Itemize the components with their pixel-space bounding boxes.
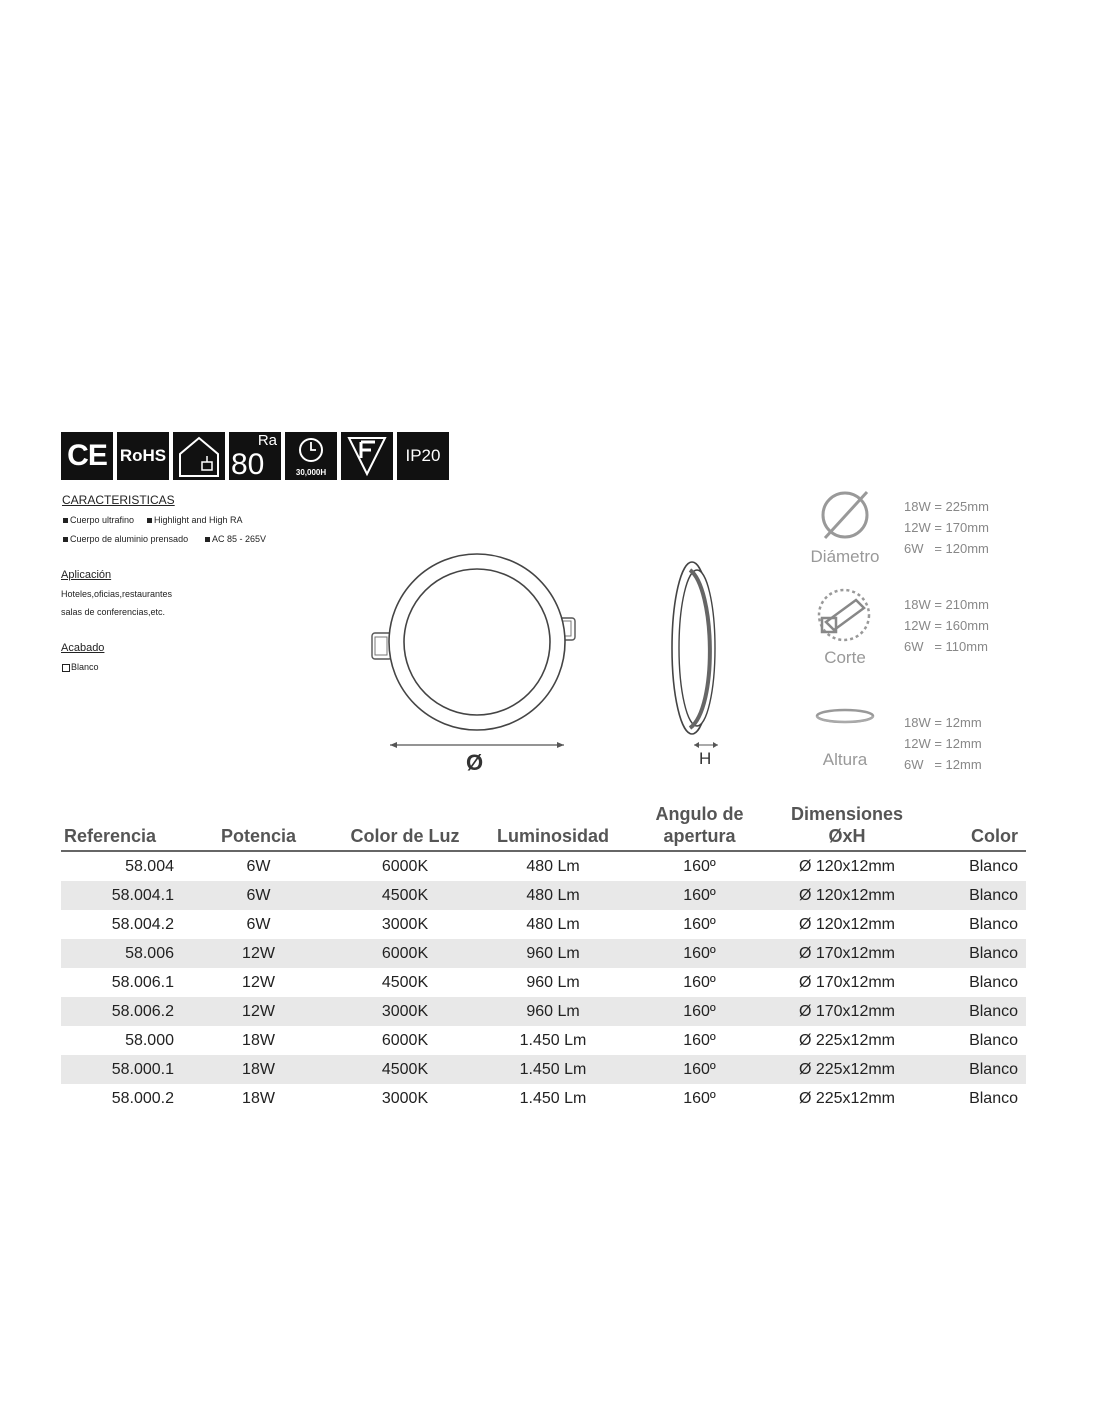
cell-angulo: 160º [683, 1031, 716, 1049]
product-spec-table [61, 803, 1026, 1113]
cell-color: Blanco [922, 997, 1026, 1026]
cell-potencia: 6W [186, 881, 331, 910]
spec-line: 6W = 120mm [904, 541, 989, 556]
cell-potencia: 18W [242, 1089, 275, 1107]
cell-angulo: 160º [683, 973, 716, 991]
table-header-row [61, 803, 1026, 851]
panel-side-view-drawing [660, 558, 730, 753]
cut-saw-icon [812, 586, 876, 644]
cell-dimensiones: Ø 170x12mm [772, 939, 922, 968]
cell-angulo: 160º [627, 881, 772, 910]
cell-color-luz: 6000K [381, 1031, 429, 1049]
diameter-icon [815, 488, 875, 543]
table-row [61, 939, 1026, 968]
ce-mark-icon [61, 432, 113, 480]
cell-color: Blanco [922, 939, 1026, 968]
certification-badges [61, 432, 449, 480]
feature-item [63, 515, 134, 525]
cell-referencia: 58.000 [125, 1031, 174, 1049]
acabado-value [62, 662, 99, 672]
feature-text: Cuerpo ultrafino [70, 515, 135, 525]
caracteristicas-title: CARACTERISTICAS [62, 493, 175, 507]
cell-dimensiones: Ø 225x12mm [798, 1089, 896, 1107]
cell-potencia: 12W [186, 939, 331, 968]
cri-label: Ra [257, 432, 277, 449]
feature-text: AC 85 - 265V [212, 534, 267, 544]
cell-luminosidad: 960 Lm [526, 973, 580, 991]
header-color-luz: Color de Luz [331, 803, 479, 851]
house-icon [173, 432, 225, 480]
table-row [61, 881, 1026, 910]
cell-angulo: 160º [683, 915, 716, 933]
cell-color-luz: 4500K [331, 881, 479, 910]
height-disc-icon [814, 708, 876, 726]
cell-angulo: 160º [627, 1055, 772, 1084]
header-luminosidad: Luminosidad [479, 803, 627, 851]
diameter-symbol: Ø [466, 750, 484, 775]
header-dim-line: Dimensiones [790, 804, 904, 824]
cell-color: Blanco [922, 1055, 1026, 1084]
cell-potencia: 18W [186, 1055, 331, 1084]
height-symbol: H [699, 749, 712, 768]
spec-line: 12W = 12mm [904, 736, 982, 751]
cell-luminosidad: 1.450 Lm [519, 1089, 587, 1107]
cell-color-luz: 6000K [381, 857, 429, 875]
ce-label: CE [67, 439, 107, 472]
spec-line: 18W = 12mm [904, 715, 982, 730]
cell-potencia: 6W [246, 915, 271, 933]
cell-dimensiones: Ø 120x12mm [798, 915, 896, 933]
rohs-label: RoHS [119, 446, 167, 465]
cell-angulo: 160º [627, 997, 772, 1026]
cell-referencia: 58.000.2 [111, 1089, 174, 1107]
corte-caption: Corte [824, 648, 866, 667]
cell-referencia: 58.006 [61, 939, 186, 968]
cell-luminosidad: 960 Lm [479, 997, 627, 1026]
cell-potencia: 12W [242, 973, 275, 991]
cell-color-luz: 4500K [331, 1055, 479, 1084]
cell-dimensiones: Ø 120x12mm [798, 857, 896, 875]
cell-dimensiones: Ø 170x12mm [798, 973, 896, 991]
header-angulo-line: apertura [663, 826, 736, 846]
cri-value: 80 [231, 448, 265, 480]
cell-color-luz: 3000K [381, 1089, 429, 1107]
header-angulo [627, 803, 772, 851]
diametro-specs [904, 496, 989, 559]
feature-item [147, 515, 243, 525]
feature-item [63, 534, 188, 544]
cell-luminosidad: 1.450 Lm [479, 1055, 627, 1084]
acabado-text: Blanco [71, 662, 99, 672]
cell-potencia: 6W [246, 857, 271, 875]
cell-color: Blanco [922, 881, 1026, 910]
feature-item [205, 534, 266, 544]
cell-angulo: 160º [627, 939, 772, 968]
cell-color: Blanco [969, 1031, 1018, 1049]
table-row [61, 1055, 1026, 1084]
cell-referencia: 58.006.2 [61, 997, 186, 1026]
cell-color-luz: 3000K [381, 915, 429, 933]
cell-angulo: 160º [683, 857, 716, 875]
cell-color-luz: 3000K [331, 997, 479, 1026]
table-body [61, 851, 1026, 1113]
panel-front-view-drawing [365, 548, 590, 778]
table-row [61, 1084, 1026, 1113]
table-row [61, 851, 1026, 881]
aplicacion-line: Hoteles,oficias,restaurantes [61, 589, 173, 599]
cell-dimensiones: Ø 120x12mm [772, 881, 922, 910]
cell-referencia: 58.006.1 [111, 973, 174, 991]
header-referencia: Referencia [61, 803, 186, 851]
cell-referencia: 58.004 [125, 857, 174, 875]
cell-dimensiones: Ø 225x12mm [772, 1055, 922, 1084]
cell-potencia: 18W [242, 1031, 275, 1049]
spec-line: 18W = 225mm [904, 499, 989, 514]
corte-specs [904, 594, 989, 657]
cell-color: Blanco [969, 915, 1018, 933]
cell-luminosidad: 960 Lm [479, 939, 627, 968]
ip-rating-badge [397, 432, 449, 480]
cell-color-luz: 4500K [381, 973, 429, 991]
header-color: Color [922, 803, 1026, 851]
cell-color: Blanco [969, 857, 1018, 875]
cell-referencia: 58.000.1 [61, 1055, 186, 1084]
cell-dimensiones: Ø 225x12mm [798, 1031, 896, 1049]
ip-label: IP20 [405, 446, 441, 465]
cell-referencia: 58.004.2 [111, 915, 174, 933]
cell-angulo: 160º [683, 1089, 716, 1107]
altura-caption: Altura [822, 750, 868, 769]
spec-line: 12W = 160mm [904, 618, 989, 633]
cell-dimensiones: Ø 170x12mm [772, 997, 922, 1026]
spec-line: 12W = 170mm [904, 520, 989, 535]
indoor-use-icon [173, 432, 225, 480]
header-dimensiones [772, 803, 922, 851]
spec-line: 18W = 210mm [904, 597, 989, 612]
header-angulo-line: Angulo de [655, 804, 744, 824]
table-row [61, 910, 1026, 939]
spec-line: 6W = 110mm [904, 639, 988, 654]
feature-text: Cuerpo de aluminio prensado [70, 534, 189, 544]
cell-color-luz: 6000K [331, 939, 479, 968]
rohs-mark-icon [117, 432, 169, 480]
header-potencia: Potencia [186, 803, 331, 851]
lifetime-badge [285, 432, 337, 480]
table-row [61, 997, 1026, 1026]
cell-luminosidad: 480 Lm [479, 881, 627, 910]
header-dim-line: ØxH [828, 826, 866, 846]
spec-line: 6W = 12mm [904, 757, 982, 772]
altura-specs [904, 712, 982, 775]
aplicacion-title: Aplicación [61, 569, 112, 581]
cell-color: Blanco [969, 1089, 1018, 1107]
cell-potencia: 12W [186, 997, 331, 1026]
aplicacion-line: salas de conferencias,etc. [61, 607, 166, 617]
f-mark-icon [341, 432, 393, 480]
acabado-title: Acabado [61, 642, 105, 654]
cri-badge [229, 432, 281, 480]
checkbox-icon [62, 664, 70, 672]
feature-text: Highlight and High RA [154, 515, 243, 525]
cell-color: Blanco [969, 973, 1018, 991]
table-row [61, 968, 1026, 997]
cell-luminosidad: 480 Lm [526, 857, 580, 875]
cell-luminosidad: 480 Lm [526, 915, 580, 933]
f-triangle-icon [341, 432, 393, 480]
table-row [61, 1026, 1026, 1055]
diametro-caption: Diámetro [810, 547, 880, 566]
cell-luminosidad: 1.450 Lm [519, 1031, 587, 1049]
cell-referencia: 58.004.1 [61, 881, 186, 910]
lifetime-hours: 30,000H [295, 468, 327, 477]
